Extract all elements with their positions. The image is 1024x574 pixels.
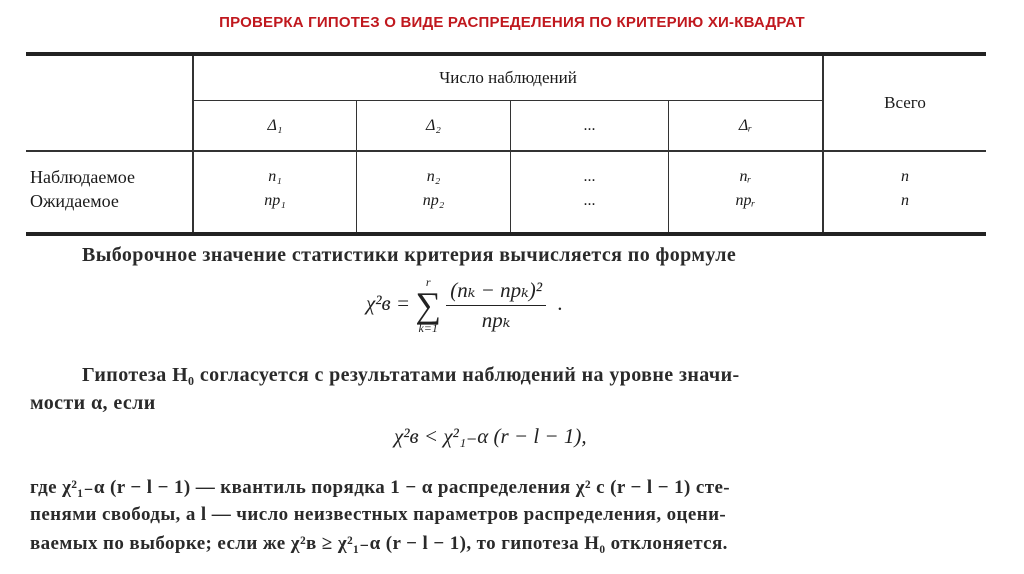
formula-lhs: χ²в =: [366, 290, 411, 315]
paragraph-statistic-intro: Выборочное значение статистики критерия вычисляется по формуле: [82, 244, 737, 266]
table-cell: ... ...: [583, 168, 596, 209]
paragraph-hypothesis-line1: Гипотеза H₀ согласуется с результатами наблюдений на уровне значи-: [82, 364, 740, 386]
table-column-header: ...: [583, 116, 596, 134]
statistic-formula: χ²в = r ∑ k=1 $\frac{\text{(nₖ − npₖ)²}}{\text{npₖ}}$ .: [366, 275, 563, 335]
table-column-header: Δ₁: [267, 116, 283, 134]
condition-formula: χ²в < χ²₁₋α (r − l − 1),: [394, 424, 587, 448]
table-cell: nᵣ npᵣ: [735, 168, 756, 209]
table-row-labels: [30, 156, 192, 222]
paragraph-quantile-line1: где χ²₁₋α (r − l − 1) — квантиль порядка 1 − α распределения χ² с (r − l − 1) сте-: [30, 477, 731, 498]
paragraph-quantile-line3: ваемых по выборке; если же χ²в ≥ χ²₁₋α (r − l − 1), то гипотеза H₀ отклоняется.: [30, 533, 728, 554]
table-column-header: Δᵣ: [738, 116, 753, 134]
slide-title: ПРОВЕРКА ГИПОТЕЗ О ВИДЕ РАСПРЕДЕЛЕНИЯ ПО КРИТЕРИЮ ХИ-КВАДРАТ: [219, 14, 805, 31]
table-cell: n n: [901, 168, 909, 209]
paragraph-hypothesis-line2: мости α, если: [30, 392, 156, 414]
row-label-expected: Ожидаемое: [30, 191, 119, 211]
row-label-observed: Наблюдаемое: [30, 167, 135, 187]
table-cell: n₂ np₂: [422, 168, 445, 209]
table-column-header: Δ₂: [426, 116, 441, 134]
table-group-header: Число наблюдений: [439, 68, 577, 87]
sum-sign: r ∑ k=1: [415, 275, 441, 335]
formula-fraction: $\frac{\text{(nₖ − npₖ)²}}{\text{npₖ}}$: [446, 278, 546, 333]
table-total-header: Всего: [884, 93, 926, 112]
frequency-table: [26, 52, 986, 236]
table-cell: n₁ np₁: [264, 168, 286, 209]
paragraph-quantile-line2: пенями свободы, а l — число неизвестных параметров распределения, оцени-: [30, 504, 727, 525]
